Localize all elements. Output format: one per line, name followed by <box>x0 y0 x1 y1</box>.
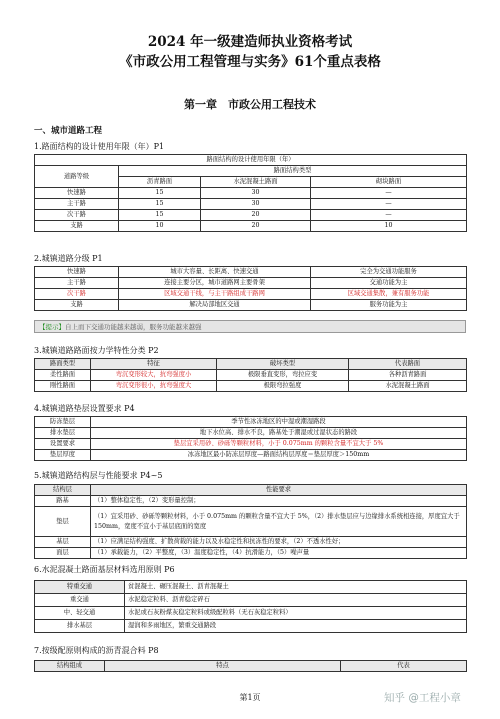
table7-label: 7.按级配原则构成的沥青混合料 P8 <box>34 646 159 655</box>
table-row: 路基 （1）整体稳定性，（2）变形量控制； <box>35 496 467 507</box>
table-row: 防冻垫层 季节性冰冻地区的中湿或潮湿路段 <box>35 417 467 428</box>
document-title: 2024 年一级建造师执业资格考试 <box>147 34 353 50</box>
table-row: 刚性路面 弯沉变形很小，抗弯强度大 极限弯拉强度 水泥混凝土路面 <box>35 381 467 392</box>
table-row: 中、轻交通 水泥或石灰粉煤灰稳定粒料或级配粒料（无石灰稳定粒料） <box>35 607 467 620</box>
column-header: 路面类型 <box>35 359 91 370</box>
table-row: 主干路 连接主要分区，城市道路网主要骨架 交通功能为主 <box>35 278 467 289</box>
table-row: 垫层厚度 冰冻地区最小防冻层厚度—路面结构层厚度＝垫层厚度＞150mm <box>35 450 467 461</box>
table3-label: 3.城镇道路路面按力学特性分类 P2 <box>34 346 159 355</box>
table-row: 排水垫层 地下水位高、排水不良，路基处于潮湿或过湿状态的路段 <box>35 428 467 439</box>
column-header: 代表路面 <box>349 359 467 370</box>
table-row: 排水基层 湿润和多雨地区，繁重交通路段 <box>35 620 467 633</box>
section-heading: 一、城市道路工程 <box>34 126 103 136</box>
document-subtitle: 《市政公用工程管理与实务》61个重点表格 <box>119 54 381 70</box>
column-header: 性能要求 <box>91 485 467 496</box>
table-row: 主干路 15 30 — <box>35 199 467 210</box>
cushion-layer-table <box>34 416 467 461</box>
table5-label: 5.城镇道路结构层与性能要求 P4~5 <box>34 471 163 480</box>
column-header: 代表 <box>341 661 467 672</box>
table-row: 支路 解决局部地区交通 服务功能为主 <box>35 300 467 311</box>
column-header: 道路等级 <box>35 166 119 188</box>
table6-label: 6.水泥混凝土路面基层材料选用原则 P6 <box>34 565 175 574</box>
column-header: 水泥混凝土路面 <box>201 177 311 188</box>
table-row: 快速路 15 30 — <box>35 188 467 199</box>
base-material-table <box>34 580 467 633</box>
tip-box <box>34 320 466 333</box>
column-header: 结构层 <box>35 485 91 496</box>
column-header: 沥青路面 <box>119 177 201 188</box>
road-grade-table <box>34 266 467 311</box>
table-caption: 路面结构的设计使用年限（年） <box>35 155 467 166</box>
asphalt-mix-table <box>34 660 467 672</box>
table-row: 基层 （1）应满足结构强度、扩散荷载的能力以及水稳定性和抗冻性的要求，（2）不透水性好； <box>35 537 467 548</box>
column-header: 破坏类型 <box>217 359 349 370</box>
column-header: 特征 <box>91 359 217 370</box>
column-header: 砌块路面 <box>311 177 467 188</box>
table-row: 支路 10 20 10 <box>35 221 467 232</box>
table-row: 柔性路面 弯沉变形较大，抗弯强度小 极限垂直变形，弯拉应变 各种沥青路面 <box>35 370 467 381</box>
column-header: 结构组成 <box>35 661 105 672</box>
chapter-heading: 第一章 市政公用工程技术 <box>184 98 316 111</box>
table-row: 重交通 水泥稳定粒料、沥青稳定碎石 <box>35 594 467 607</box>
table-row: 面层 （1）承载能力，（2）平整度，（3）温度稳定性，（4）抗滑能力，（5）噪声量 <box>35 548 467 559</box>
tip-text: 自上而下交通功能越来越弱，服务功能越来越强 <box>65 323 202 331</box>
table-row: 垫层 （1）宜采用砂、砂砾等颗粒材料，小于 0.075mm 的颗粒含量不宜大于 5%，（2）排水垫层应与边缘排水系统相连接，厚度宜大于 150mm，宽度不宜小于基层底面的宽度 <box>35 507 467 537</box>
table2-label: 2.城镇道路分级 P1 <box>34 254 103 263</box>
column-group-header: 路面结构类型 <box>119 166 467 177</box>
table4-label: 4.城镇道路垫层设置要求 P4 <box>34 404 135 413</box>
design-life-table <box>34 154 467 232</box>
table-row: 特重交通 贫混凝土、碾压混凝土、沥青混凝土 <box>35 581 467 594</box>
table-row: 设置要求 垫层宜采用砂、砂砾等颗粒材料，小于 0.075mm 的颗粒含量不宜大于 5% <box>35 439 467 450</box>
table1-label: 1.路面结构的设计使用年限（年）P1 <box>34 142 165 151</box>
table-row: 快速路 城市大容量、长距离、快速交通 完全为交通功能服务 <box>35 267 467 278</box>
table-row: 次干路 区域交通干线，与主干路组成干路网 区域交通集散，兼有服务功能 <box>35 289 467 300</box>
tip-tag: 【提示】 <box>39 323 65 331</box>
pavement-mechanics-table <box>34 358 467 392</box>
watermark: 知乎 @工程小章 <box>384 692 461 704</box>
structure-layer-table <box>34 484 467 559</box>
page-number: 第1页 <box>239 693 261 702</box>
table-row: 次干路 15 20 — <box>35 210 467 221</box>
column-header: 特点 <box>105 661 341 672</box>
